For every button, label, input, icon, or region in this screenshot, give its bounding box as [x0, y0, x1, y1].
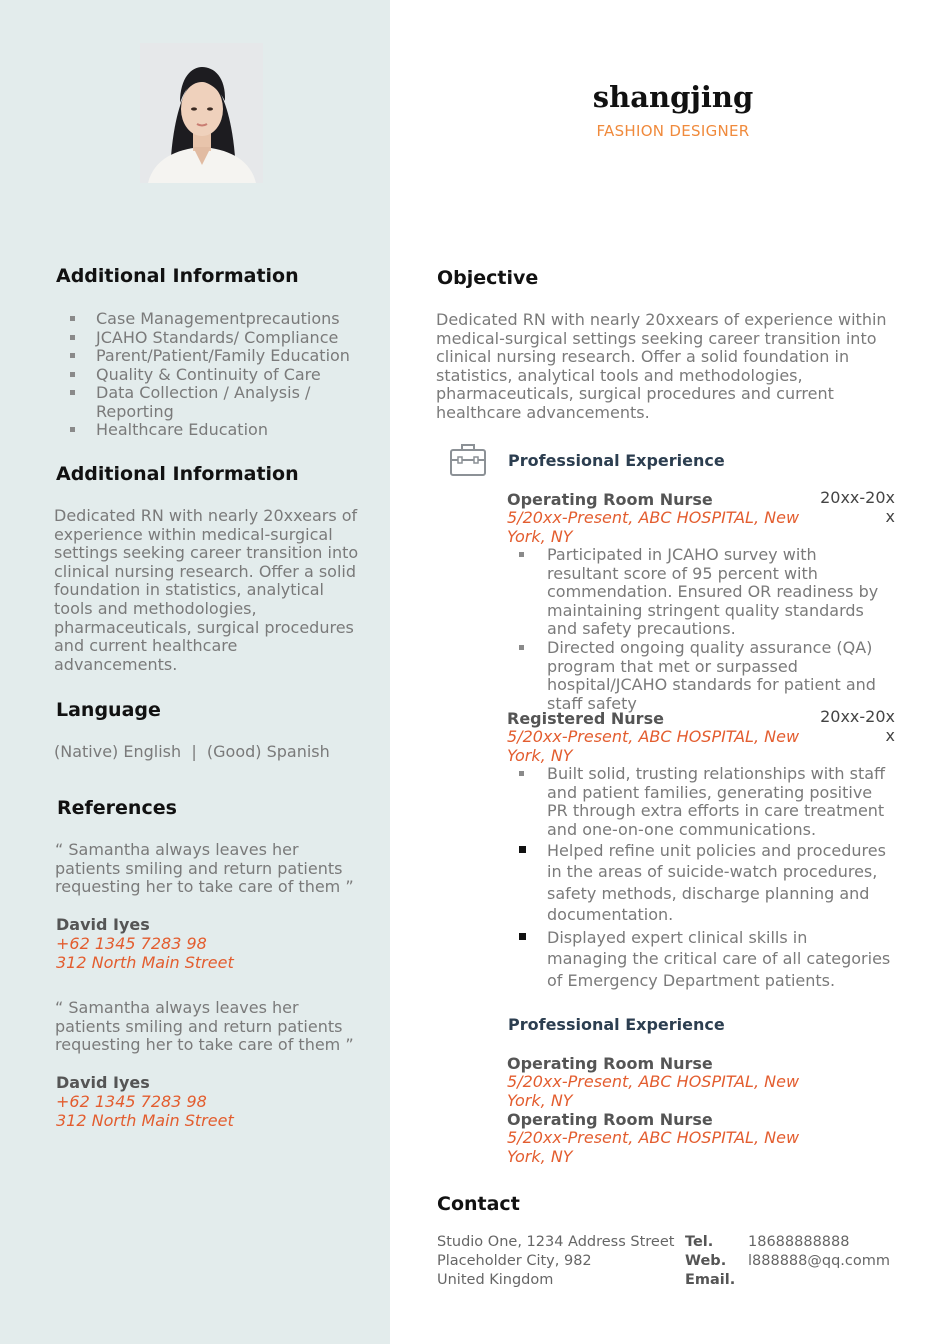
reference-quote-2: “ Samantha always leaves her patients smiling and return patients requesting her to take care of them ”	[55, 998, 354, 1055]
language-text: (Native) English | (Good) Spanish	[54, 742, 330, 761]
list-item: Data Collection / Analysis / Reporting	[56, 384, 356, 421]
objective-text: Dedicated RN with nearly 20xxears of experience within medical-surgical settings seeking career transition into clinical nursing research. Offer a solid foundation in statistics, analytical tools and methodologies, pharmaceuticals, surgical procedures and current healthcare advancements.	[436, 310, 887, 422]
job-place: 5/20xx-Present, ABC HOSPITAL, New York, NY	[507, 508, 800, 546]
job-date: 20xx-20xx	[820, 488, 895, 526]
list-item: Built solid, trusting relationships with staff and patient families, generating positive PR through extra efforts in care treatment and one-on-one communications.	[507, 765, 892, 839]
reference-name-2: David Iyes	[56, 1073, 150, 1092]
list-item: Case Managementprecautions	[56, 310, 356, 329]
list-item: JCAHO Standards/ Compliance	[56, 329, 356, 348]
experience-heading-2: Professional Experience	[508, 1015, 725, 1034]
reference-quote: “ Samantha always leaves her patients smiling and return patients requesting her to take care of them ”	[55, 840, 354, 897]
profile-photo	[140, 43, 263, 183]
web-value[interactable]: l888888@qq.comm	[748, 1253, 890, 1269]
reference-phone: +62 1345 7283 98	[56, 934, 207, 953]
list-item: Healthcare Education	[56, 421, 356, 440]
additional-info-text: Dedicated RN with nearly 20xxears of experience within medical-surgical settings seeking career transition into clinical nursing research. Offer a solid foundation in statistics, analytical tools and methodologies, pharmaceuticals, surgical procedures and current healthcare advancements.	[54, 506, 359, 674]
list-item: Quality & Continuity of Care	[56, 366, 356, 385]
candidate-name: shangjing	[592, 80, 754, 114]
address-line: United Kingdom	[437, 1272, 554, 1288]
list-item: Participated in JCAHO survey with resultant score of 95 percent with commendation. Ensured OR readiness by maintaining stringent quality standards and safety precautions.	[507, 546, 892, 639]
job-bullets-3	[507, 840, 892, 991]
list-item: Helped refine unit policies and procedures in the areas of suicide-watch procedures, safety methods, discharge planning and documentation.	[507, 840, 892, 925]
briefcase-icon	[449, 441, 487, 477]
experience-heading: Professional Experience	[508, 451, 725, 470]
job-title-2: Registered Nurse	[507, 709, 664, 728]
additional-info-heading: Additional Information	[56, 265, 299, 287]
address-line: Placeholder City, 982	[437, 1253, 592, 1269]
job-title-3: Operating Room Nurse	[507, 1054, 713, 1073]
reference-address-2: 312 North Main Street	[56, 1111, 234, 1130]
job-bullets	[507, 546, 892, 713]
references-heading: References	[57, 797, 177, 819]
web-label: Web.	[685, 1253, 727, 1269]
contact-heading: Contact	[437, 1193, 520, 1215]
reference-phone-2: +62 1345 7283 98	[56, 1092, 207, 1111]
address-line: Studio One, 1234 Address Street	[437, 1234, 675, 1250]
job-place-2: 5/20xx-Present, ABC HOSPITAL, New York, NY	[507, 727, 800, 765]
language-heading: Language	[56, 699, 161, 721]
email-label: Email.	[685, 1272, 736, 1288]
job-place-3: 5/20xx-Present, ABC HOSPITAL, New York, NY	[507, 1072, 800, 1110]
job-title: Operating Room Nurse	[507, 490, 713, 509]
reference-address: 312 North Main Street	[56, 953, 234, 972]
skills-list	[56, 310, 356, 440]
objective-heading: Objective	[437, 267, 539, 289]
tel-value[interactable]: 18688888888	[748, 1234, 850, 1250]
job-bullets-2	[507, 765, 892, 839]
list-item: Parent/Patient/Family Education	[56, 347, 356, 366]
job-place-4: 5/20xx-Present, ABC HOSPITAL, New York, NY	[507, 1128, 800, 1166]
list-item: Directed ongoing quality assurance (QA) program that met or surpassed hospital/JCAHO standards for patient and staff safety	[507, 639, 892, 713]
tel-label: Tel.	[685, 1234, 714, 1250]
additional-info-heading-2: Additional Information	[56, 463, 299, 485]
job-title-subtitle: FASHION DESIGNER	[596, 122, 750, 140]
job-title-4: Operating Room Nurse	[507, 1110, 713, 1129]
job-date-2: 20xx-20xx	[820, 707, 895, 745]
reference-name: David Iyes	[56, 915, 150, 934]
list-item: Displayed expert clinical skills in managing the critical care of all categories of Emergency Department patients.	[507, 927, 892, 991]
